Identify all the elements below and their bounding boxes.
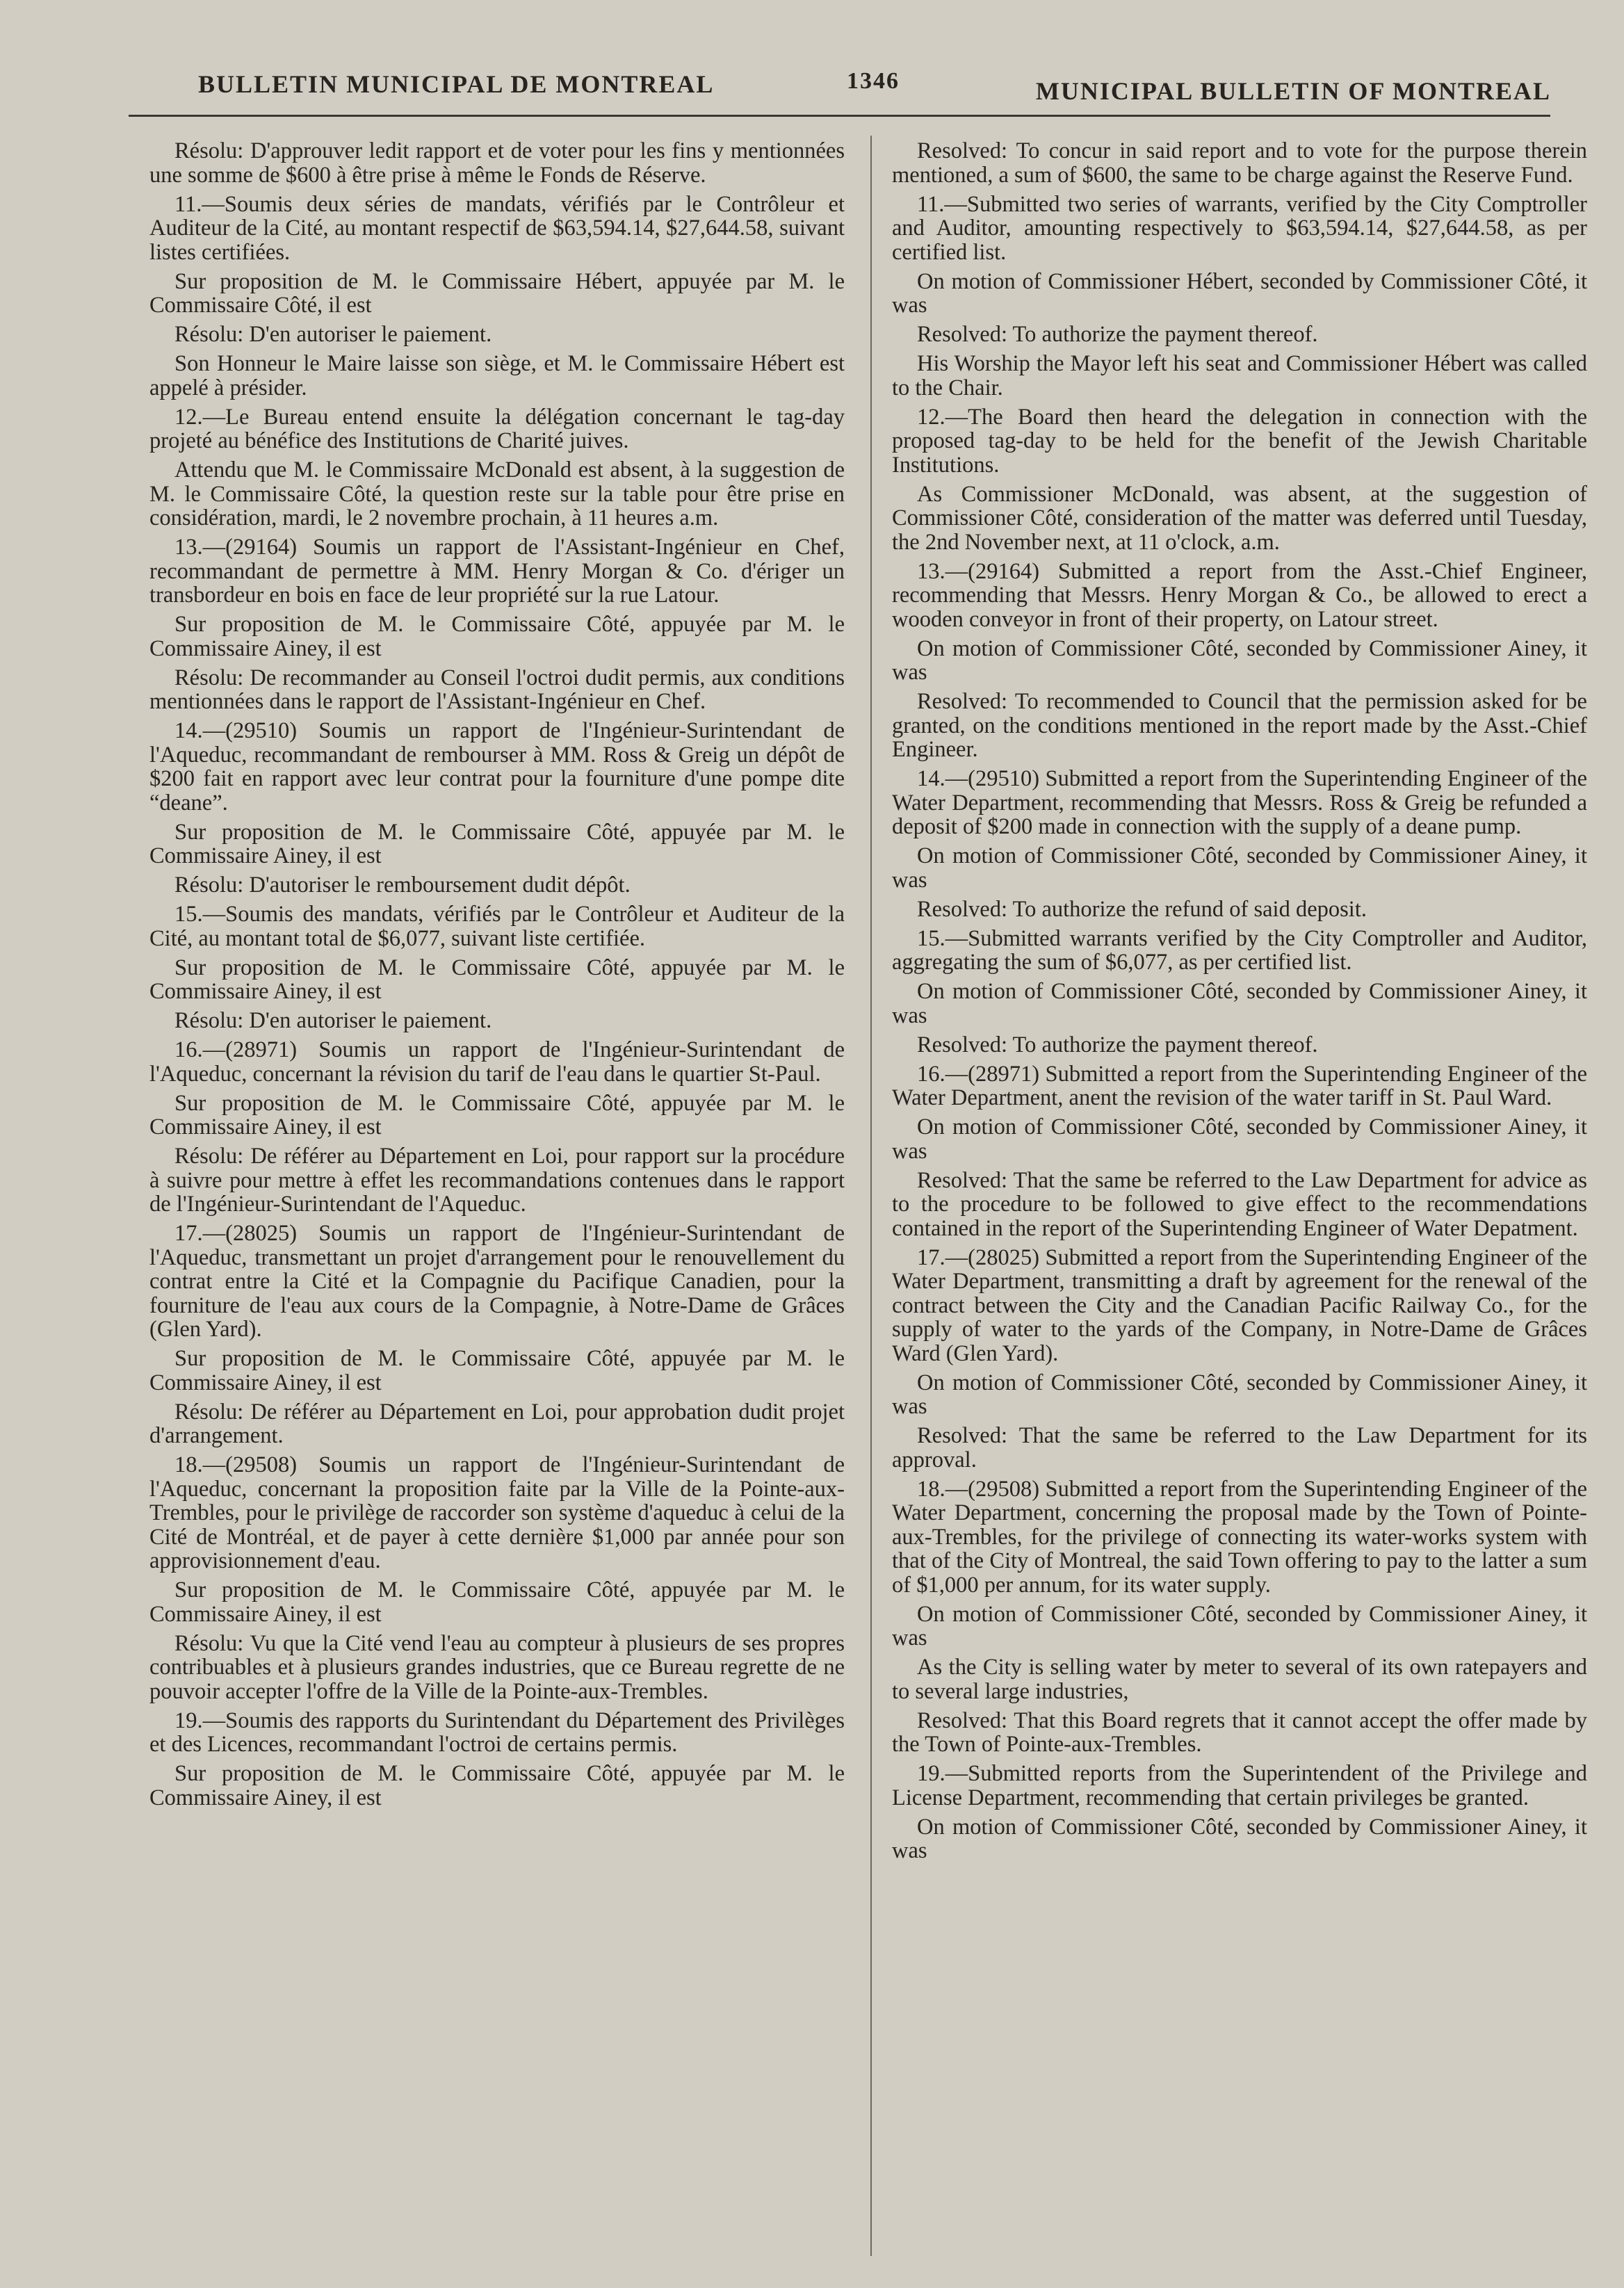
french-paragraph: Sur proposition de M. le Commissaire Côté, appuyée par M. le Commissaire Ainey, il est [149, 1761, 845, 1810]
french-paragraph: 14.—(29510) Soumis un rapport de l'Ingénieur-Surintendant de l'Aqueduc, recommandant de rembourser à MM. Ross & Greig un dépôt de $200 fait en rapport avec leur contrat pour la fourniture d'une pompe dite “deane”. [149, 718, 845, 816]
english-paragraph: 18.—(29508) Submitted a report from the Superintending Engineer of the Water Department, concerning the proposal made by the Town of Pointe-aux-Trembles, for the privilege of connecting its water-works system with that of the City of Montreal, the said Town offering to pay to the latter a sum of $1,000 per annum, for its water supply. [892, 1476, 1587, 1598]
french-paragraph: Attendu que M. le Commissaire McDonald est absent, à la suggestion de M. le Commissaire Côté, la question reste sur la table pour être prise en considération, mardi, le 2 novembre prochain, à 11 heures a.m. [149, 457, 845, 530]
french-paragraph: 13.—(29164) Soumis un rapport de l'Assistant-Ingénieur en Chef, recommandant de permettre à MM. Henry Morgan & Co. d'ériger un transbordeur en bois en face de leur propriété sur la rue Latour. [149, 535, 845, 608]
header-title-french: BULLETIN MUNICIPAL DE MONTREAL [198, 70, 715, 98]
french-paragraph: Sur proposition de M. le Commissaire Côté, appuyée par M. le Commissaire Ainey, il est [149, 612, 845, 661]
english-paragraph: 16.—(28971) Submitted a report from the Superintending Engineer of the Water Department, anent the revision of the water tariff in St. Paul Ward. [892, 1061, 1587, 1110]
english-paragraph: 19.—Submitted reports from the Superintendent of the Privilege and License Department, recommending that certain privileges be granted. [892, 1761, 1587, 1810]
english-paragraph: Resolved: That the same be referred to the Law Department for its approval. [892, 1423, 1587, 1472]
english-column [892, 139, 1587, 1868]
english-paragraph: Resolved: To recommended to Council that the permission asked for be granted, on the conditions mentioned in the report made by the Asst.-Chief Engineer. [892, 689, 1587, 762]
english-paragraph: His Worship the Mayor left his seat and Commissioner Hébert was called to the Chair. [892, 351, 1587, 400]
english-paragraph: On motion of Commissioner Côté, seconded by Commissioner Ainey, it was [892, 1601, 1587, 1650]
column-divider [870, 136, 872, 2256]
french-paragraph: 16.—(28971) Soumis un rapport de l'Ingénieur-Surintendant de l'Aqueduc, concernant la révision du tarif de l'eau dans le quartier St-Paul. [149, 1037, 845, 1087]
french-paragraph: Résolu: Vu que la Cité vend l'eau au compteur à plusieurs de ses propres contribuables et à plusieurs grandes industries, que ce Bureau regrette de ne pouvoir accepter l'offre de la Ville de la Pointe-aux-Trembles. [149, 1630, 845, 1704]
english-paragraph: On motion of Commissioner Côté, seconded by Commissioner Ainey, it was [892, 979, 1587, 1028]
english-paragraph: Resolved: To authorize the refund of said deposit. [917, 896, 1367, 922]
english-paragraph: On motion of Commissioner Côté, seconded by Commissioner Ainey, it was [892, 635, 1587, 685]
english-paragraph: Resolved: To concur in said report and to vote for the purpose therein mentioned, a sum of $600, the same to be charge against the Reserve Fund. [892, 138, 1587, 188]
english-paragraph: On motion of Commissioner Côté, seconded by Commissioner Ainey, it was [892, 1114, 1587, 1164]
french-paragraph: Résolu: De recommander au Conseil l'octroi dudit permis, aux conditions mentionnées dans le rapport de l'Assistant-Ingénieur en Chef. [149, 665, 845, 714]
english-paragraph: Resolved: That the same be referred to the Law Department for advice as to the procedure to be followed to give effect to the recommendations contained in the report of the Superintending Engineer of Water Depatment. [892, 1167, 1587, 1241]
french-column [149, 139, 845, 1815]
french-paragraph: Sur proposition de M. le Commissaire Hébert, appuyée par M. le Commissaire Côté, il est [149, 268, 845, 318]
english-paragraph: Resolved: That this Board regrets that it cannot accept the offer made by the Town of Pointe-aux-Trembles. [892, 1707, 1587, 1757]
french-paragraph: 19.—Soumis des rapports du Surintendant du Département des Privilèges et des Licences, recommandant l'octroi de certains permis. [149, 1707, 845, 1757]
english-paragraph: Resolved: To authorize the payment thereof. [917, 322, 1318, 347]
english-paragraph: 14.—(29510) Submitted a report from the Superintending Engineer of the Water Department, recommending that Messrs. Ross & Greig be refunded a deposit of $200 made in connection with the supply of a deane pump. [892, 766, 1587, 839]
english-paragraph: As Commissioner McDonald, was absent, at the suggestion of Commissioner Côté, consideration of the matter was deferred until Tuesday, the 2nd November next, at 11 o'clock, a.m. [892, 481, 1587, 555]
header-title-english: MUNICIPAL BULLETIN OF MONTREAL [1035, 77, 1551, 105]
french-paragraph: Sur proposition de M. le Commissaire Côté, appuyée par M. le Commissaire Ainey, il est [149, 955, 845, 1004]
french-paragraph: Résolu: De référer au Département en Loi, pour rapport sur la procédure à suivre pour mettre à effet les recommandations contenues dans le rapport de l'Ingénieur-Surintendant de l'Aqueduc. [149, 1144, 845, 1217]
french-paragraph: 15.—Soumis des mandats, vérifiés par le Contrôleur et Auditeur de la Cité, au montant total de $6,077, suivant liste certifiée. [149, 902, 845, 951]
french-paragraph: 17.—(28025) Soumis un rapport de l'Ingénieur-Surintendant de l'Aqueduc, transmettant un projet d'arrangement pour le renouvellement du contrat entre la Cité et la Compagnie du Pacifique Canadien, pour la fourniture de l'eau aux cours de la Compagnie, à Notre-Dame de Grâces (Glen Yard). [149, 1221, 845, 1342]
english-paragraph: Resolved: To authorize the payment thereof. [917, 1032, 1318, 1057]
french-paragraph: 18.—(29508) Soumis un rapport de l'Ingénieur-Surintendant de l'Aqueduc, concernant la proposition faite par la Ville de la Pointe-aux-Trembles, pour le privilège de raccorder son système d'aqueduc à celui de la Cité de Montréal, et de payer à cette dernière $1,000 par année pour son approvisionnement d'eau. [149, 1452, 845, 1573]
french-paragraph: 11.—Soumis deux séries de mandats, vérifiés par le Contrôleur et Auditeur de la Cité, au montant respectif de $63,594.14, $27,644.58, suivant listes certifiées. [149, 191, 845, 265]
french-paragraph: Résolu: D'autoriser le remboursement dudit dépôt. [174, 873, 631, 898]
french-paragraph: Sur proposition de M. le Commissaire Côté, appuyée par M. le Commissaire Ainey, il est [149, 819, 845, 868]
french-paragraph: Sur proposition de M. le Commissaire Côté, appuyée par M. le Commissaire Ainey, il est [149, 1346, 845, 1395]
english-paragraph: On motion of Commissioner Hébert, seconded by Commissioner Côté, it was [892, 268, 1587, 318]
french-paragraph: Sur proposition de M. le Commissaire Côté, appuyée par M. le Commissaire Ainey, il est [149, 1090, 845, 1139]
french-paragraph: Résolu: D'en autoriser le paiement. [174, 322, 492, 347]
english-paragraph: 15.—Submitted warrants verified by the City Comptroller and Auditor, aggregating the sum of $6,077, as per certified list. [892, 925, 1587, 975]
page-header [129, 61, 1551, 104]
french-paragraph: 12.—Le Bureau entend ensuite la délégation concernant le tag-day projeté au bénéfice des Institutions de Charité juives. [149, 404, 845, 453]
english-paragraph: 13.—(29164) Submitted a report from the Asst.-Chief Engineer, recommending that Messrs. Henry Morgan & Co., be allowed to erect a wooden conveyor in front of their property, on Latour street. [892, 558, 1587, 632]
header-rule [129, 115, 1550, 117]
english-paragraph: As the City is selling water by meter to several of its own ratepayers and to several large industries, [892, 1655, 1587, 1704]
english-paragraph: On motion of Commissioner Côté, seconded by Commissioner Ainey, it was [892, 1370, 1587, 1419]
french-paragraph: Son Honneur le Maire laisse son siège, et M. le Commissaire Hébert est appelé à présider. [149, 351, 845, 400]
french-paragraph: Résolu: De référer au Département en Loi, pour approbation dudit projet d'arrangement. [149, 1399, 845, 1448]
french-paragraph: Résolu: D'en autoriser le paiement. [174, 1008, 492, 1033]
english-paragraph: On motion of Commissioner Côté, seconded by Commissioner Ainey, it was [892, 843, 1587, 893]
page-number: 1346 [847, 68, 900, 94]
english-paragraph: 12.—The Board then heard the delegation in connection with the proposed tag-day to be held for the benefit of the Jewish Charitable Institutions. [892, 404, 1587, 478]
english-paragraph: 11.—Submitted two series of warrants, verified by the City Comptroller and Auditor, amounting respectively to $63,594.14, $27,644.58, as per certified list. [892, 191, 1587, 265]
french-paragraph: Résolu: D'approuver ledit rapport et de voter pour les fins y mentionnées une somme de $600 à être prise à même le Fonds de Réserve. [149, 138, 845, 188]
english-paragraph: 17.—(28025) Submitted a report from the Superintending Engineer of the Water Department, transmitting a draft by agreement for the renewal of the contract between the City and the Canadian Pacific Railway Co., for the supply of water to the yards of the Company, in Notre-Dame de Grâces Ward (Glen Yard). [892, 1244, 1587, 1366]
english-paragraph: On motion of Commissioner Côté, seconded by Commissioner Ainey, it was [892, 1814, 1587, 1863]
french-paragraph: Sur proposition de M. le Commissaire Côté, appuyée par M. le Commissaire Ainey, il est [149, 1577, 845, 1627]
